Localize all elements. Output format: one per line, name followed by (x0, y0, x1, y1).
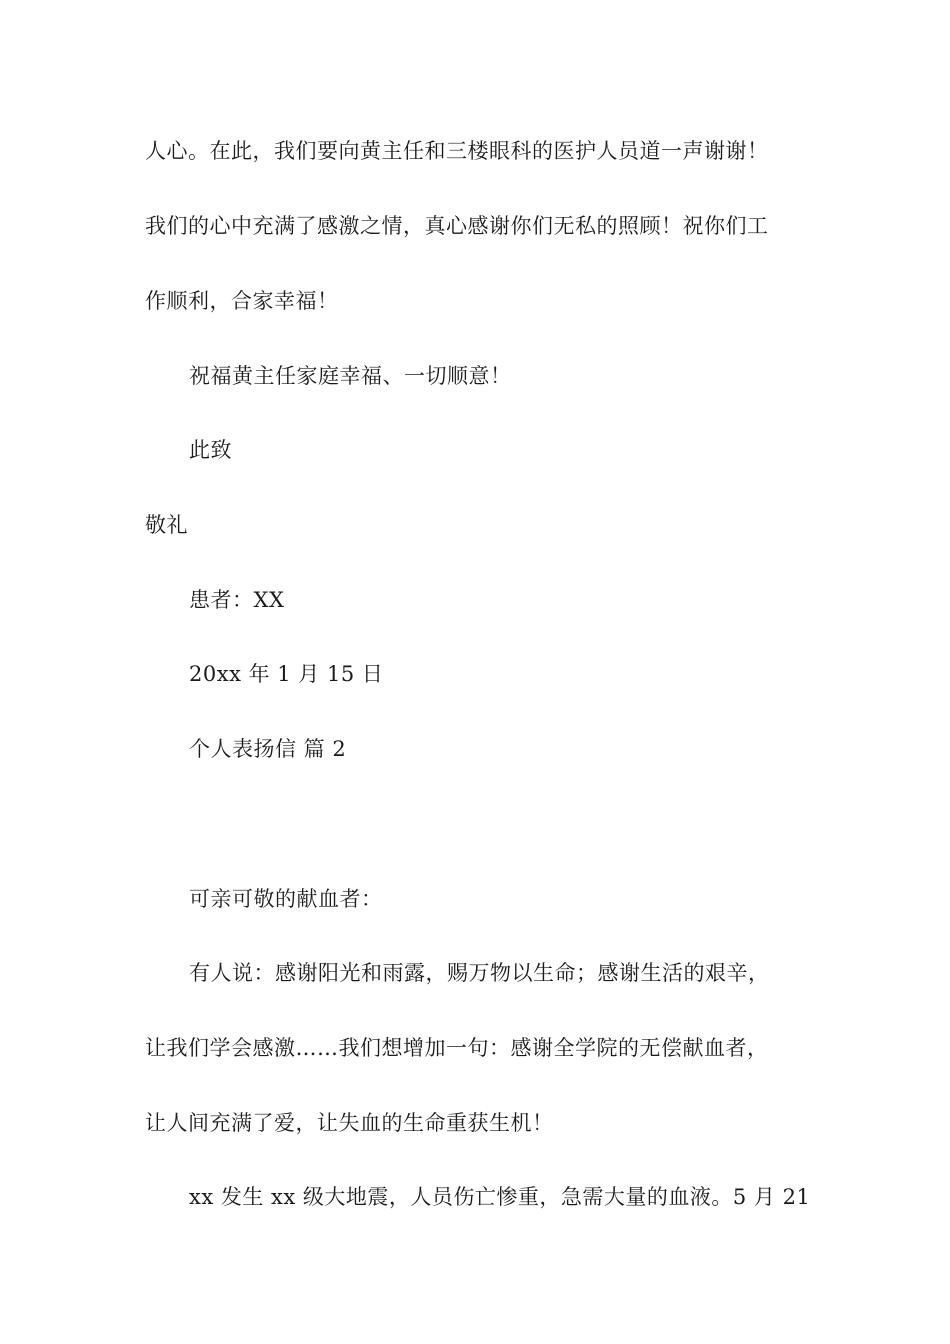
closing-respect: 敬礼 (145, 513, 188, 537)
text-line: 让我们学会感激……我们想增加一句：感谢全学院的无偿献血者， (145, 1036, 769, 1060)
text-line: 有人说：感谢阳光和雨露，赐万物以生命；感谢生活的艰辛， (189, 961, 770, 985)
closing-salutation: 此致 (189, 438, 232, 462)
text-line: 让人间充满了爱，让失血的生命重获生机！ (145, 1111, 554, 1135)
text-line: 人心。在此，我们要向黄主任和三楼眼科的医护人员道一声谢谢！ (145, 139, 769, 163)
text-line: 作顺利，合家幸福！ (145, 289, 339, 313)
date-line: 20xx 年 1 月 15 日 (189, 662, 384, 686)
text-line: xx 发生 xx 级大地震，人员伤亡惨重，急需大量的血液。5 月 21 (189, 1185, 811, 1209)
text-line: 祝福黄主任家庭幸福、一切顺意！ (189, 364, 512, 388)
greeting-line: 可亲可敬的献血者： (189, 887, 383, 911)
text-line: 我们的心中充满了感激之情，真心感谢你们无私的照顾！祝你们工 (145, 214, 769, 238)
section-title: 个人表扬信 篇 2 (189, 737, 347, 761)
signature-line: 患者：XX (189, 588, 285, 612)
